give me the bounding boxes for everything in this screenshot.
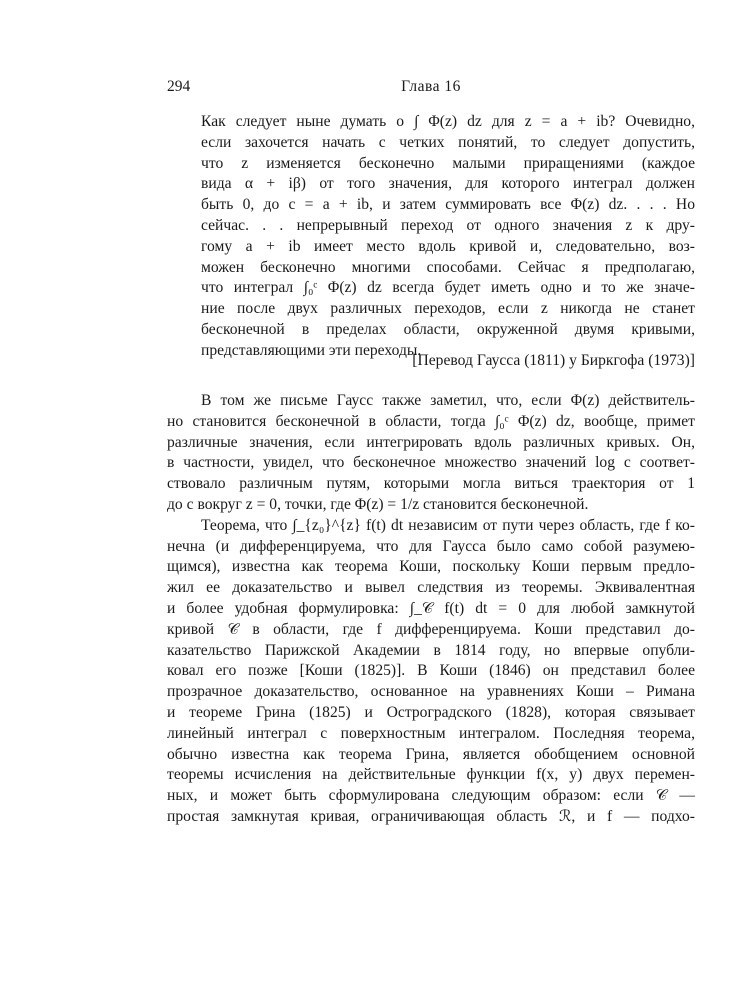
quote-line: что интеграл ∫₀ᶜ Φ(z) dz всегда будет иметь одно и то же значе- [201, 279, 695, 297]
quote-line: вида α + iβ) от того значения, для которого интеграл должен [201, 175, 695, 193]
quote-line: бесконечной в пределах области, окруженной двумя кривыми, [201, 320, 695, 338]
text-line: прозрачное доказательство, основанное на уравнениях Коши – Римана [167, 683, 695, 701]
quote-line: можен бесконечно многими способами. Сейчас я предполагаю, [201, 258, 695, 276]
paragraph-2 [167, 516, 695, 828]
text-line: в частности, увидел, что бесконечное множество значений log c соответ- [167, 454, 695, 472]
quote-citation: [Перевод Гаусса (1811) у Биркгофа (1973)] [412, 352, 695, 369]
text-line: кривой 𝒞 в области, где f дифференцируема. Коши представил до- [167, 620, 695, 638]
running-head: Глава 16 [401, 78, 461, 95]
text-line: обычно известна как теорема Грина, является обобщением основной [167, 745, 695, 763]
text-line: различные значения, если интегрировать вдоль различных кривых. Он, [167, 433, 695, 451]
quote-line: если захочется начать с четких понятий, то следует допустить, [201, 133, 695, 151]
text-line: ных, и может быть сформулирована следующим образом: если 𝒞 — [167, 787, 695, 805]
quote-line: Как следует ныне думать о ∫ Φ(z) dz для z = a + ib? Очевидно, [201, 113, 695, 130]
quote-line: быть 0, до c = a + ib, и затем суммировать все Φ(z) dz. . . . Но [201, 196, 695, 214]
gauss-quote [201, 112, 695, 362]
quote-line: что z изменяется бесконечно малыми приращениями (каждое [201, 154, 695, 172]
text-line: нечна (и дифференцируема, что для Гаусса было само собой разумею- [167, 537, 695, 555]
quote-line: гому a + ib имеет место вдоль кривой и, следовательно, воз- [201, 237, 695, 255]
quote-line: ние после двух различных переходов, если z никогда не станет [201, 300, 695, 318]
text-line: и теореме Грина (1825) и Остроградского (1828), которая связывает [167, 703, 695, 721]
text-line: казательство Парижской Академии в 1814 году, но впервые опубли- [167, 641, 695, 659]
text-line: простая замкнутая кривая, ограничивающая область ℛ, и f — подхо- [167, 807, 695, 825]
text-line: жил ее доказательство и вывел следствия из теоремы. Эквивалентная [167, 579, 695, 597]
text-line: Теорема, что ∫_{z₀}^{z} f(t) dt независим от пути через область, где f ко- [201, 516, 695, 534]
quote-line: сейчас. . . непрерывный переход от одного значения z к дру- [201, 216, 695, 234]
text-line: В том же письме Гаусс также заметил, что, если Φ(z) действитель- [201, 392, 695, 409]
text-line: теоремы исчисления на действительные функции f(x, y) двух перемен- [167, 766, 695, 784]
text-line: линейный интеграл с поверхностным интегралом. Последняя теорема, [167, 724, 695, 742]
page-number: 294 [167, 78, 191, 95]
body-text [167, 391, 695, 828]
text-line: и более удобная формулировка: ∫_𝒞 f(t) dt = 0 для любой замкнутой [167, 599, 695, 617]
quote-line: представляющими эти переходы. [201, 341, 422, 359]
text-line: щимся), известна как теорема Коши, поскольку Коши первым предло- [167, 558, 695, 576]
text-line: но становится бесконечной в области, тогда ∫₀ᶜ Φ(z) dz, вообще, примет [167, 412, 695, 430]
paragraph-1 [167, 391, 695, 516]
text-line: ковал его позже [Коши (1825)]. В Коши (1846) он представил более [167, 662, 695, 680]
text-line: ствовало различным путям, которыми могла виться траектория от 1 [167, 475, 695, 493]
text-line: до c вокруг z = 0, точки, где Φ(z) = 1/z становится бесконечной. [167, 495, 589, 513]
